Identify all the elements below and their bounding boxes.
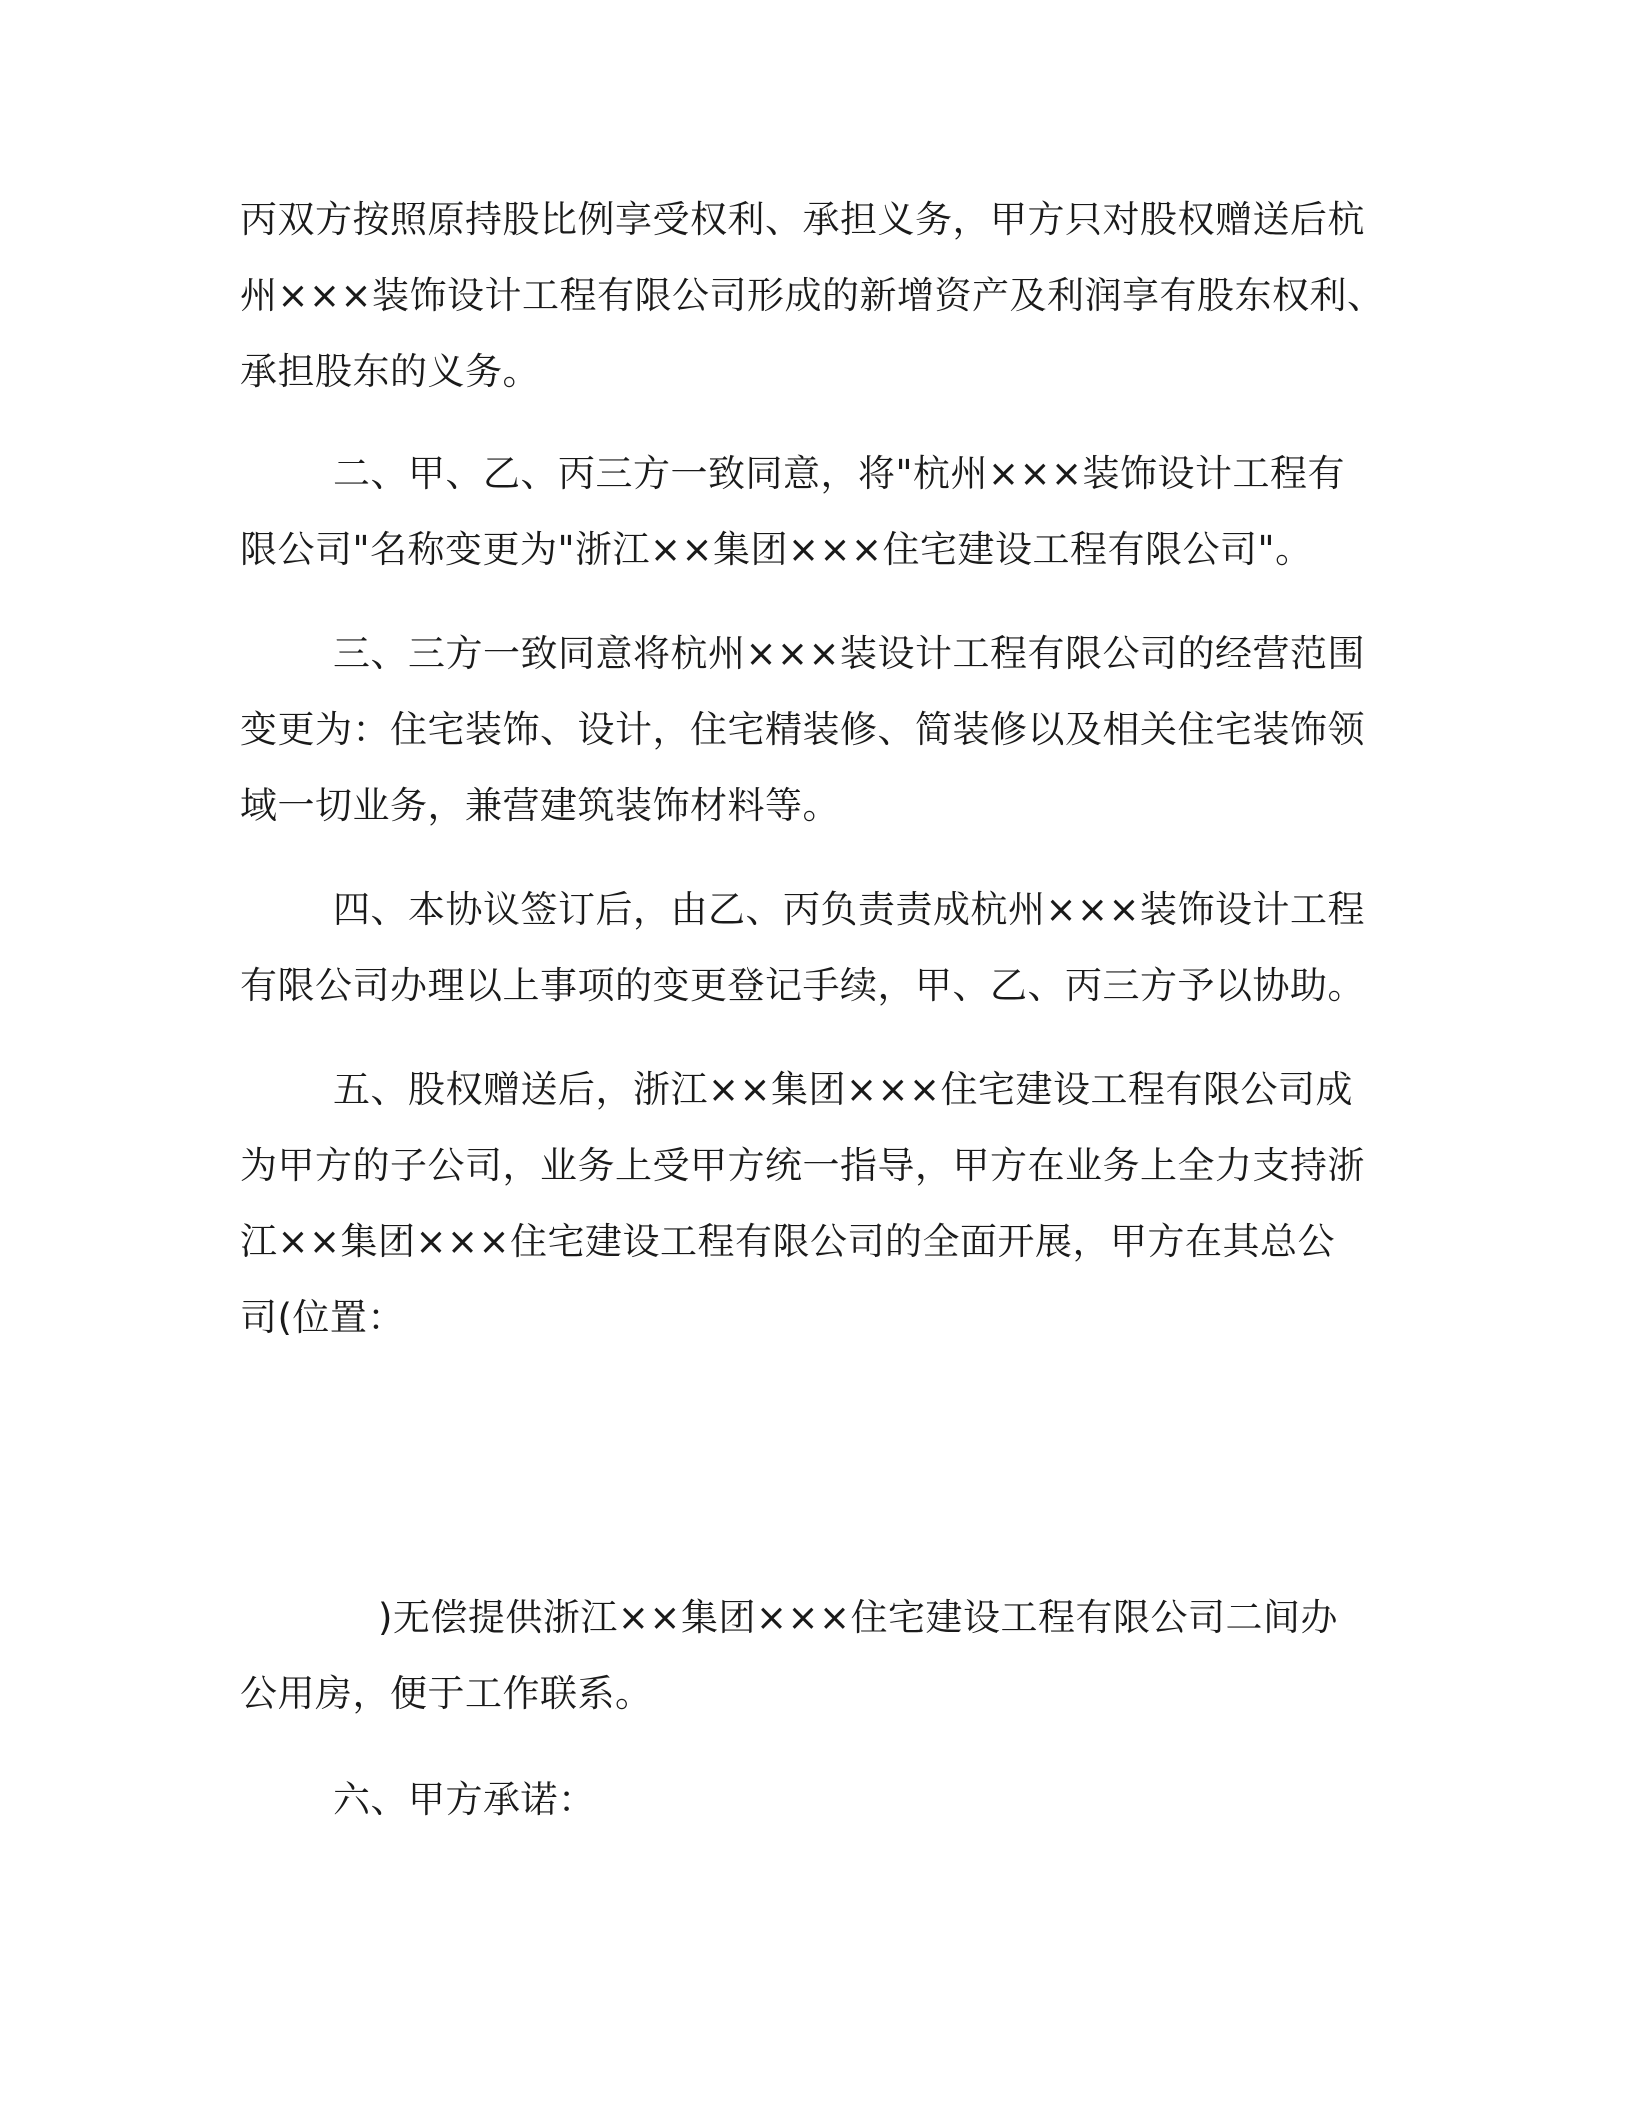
clause-five-line: 江××集团×××住宅建设工程有限公司的全面开展，甲方在其总公	[240, 1220, 1336, 1263]
clause-five-continuation-line: )无偿提供浙江××集团×××住宅建设工程有限公司二间办	[378, 1596, 1338, 1639]
clause-five-line: 五、股权赠送后，浙江××集团×××住宅建设工程有限公司成	[333, 1068, 1354, 1111]
clause-six-heading: 六、甲方承诺：	[333, 1778, 596, 1821]
clause-three-line: 域一切业务，兼营建筑装饰材料等。	[240, 784, 840, 827]
clause-three-line: 变更为：住宅装饰、设计，住宅精装修、简装修以及相关住宅装饰领	[240, 708, 1365, 751]
paragraph-line: 州×××装饰设计工程有限公司形成的新增资产及利润享有股东权利、	[240, 274, 1385, 317]
clause-five-continuation-line: 公用房，便于工作联系。	[240, 1672, 653, 1715]
clause-five-line: 司(位置：	[240, 1296, 405, 1339]
clause-two-line: 限公司"名称变更为"浙江××集团×××住宅建设工程有限公司"。	[240, 528, 1313, 571]
clause-two-line: 二、甲、乙、丙三方一致同意，将"杭州×××装饰设计工程有	[333, 452, 1346, 495]
clause-five-line: 为甲方的子公司，业务上受甲方统一指导，甲方在业务上全力支持浙	[240, 1144, 1365, 1187]
clause-four-line: 四、本协议签订后，由乙、丙负责责成杭州×××装饰设计工程	[333, 888, 1366, 931]
paragraph-line: 丙双方按照原持股比例享受权利、承担义务，甲方只对股权赠送后杭	[240, 198, 1365, 241]
paragraph-line: 承担股东的义务。	[240, 350, 540, 393]
clause-three-line: 三、三方一致同意将杭州×××装设计工程有限公司的经营范围	[333, 632, 1366, 675]
clause-four-line: 有限公司办理以上事项的变更登记手续，甲、乙、丙三方予以协助。	[240, 964, 1365, 1007]
